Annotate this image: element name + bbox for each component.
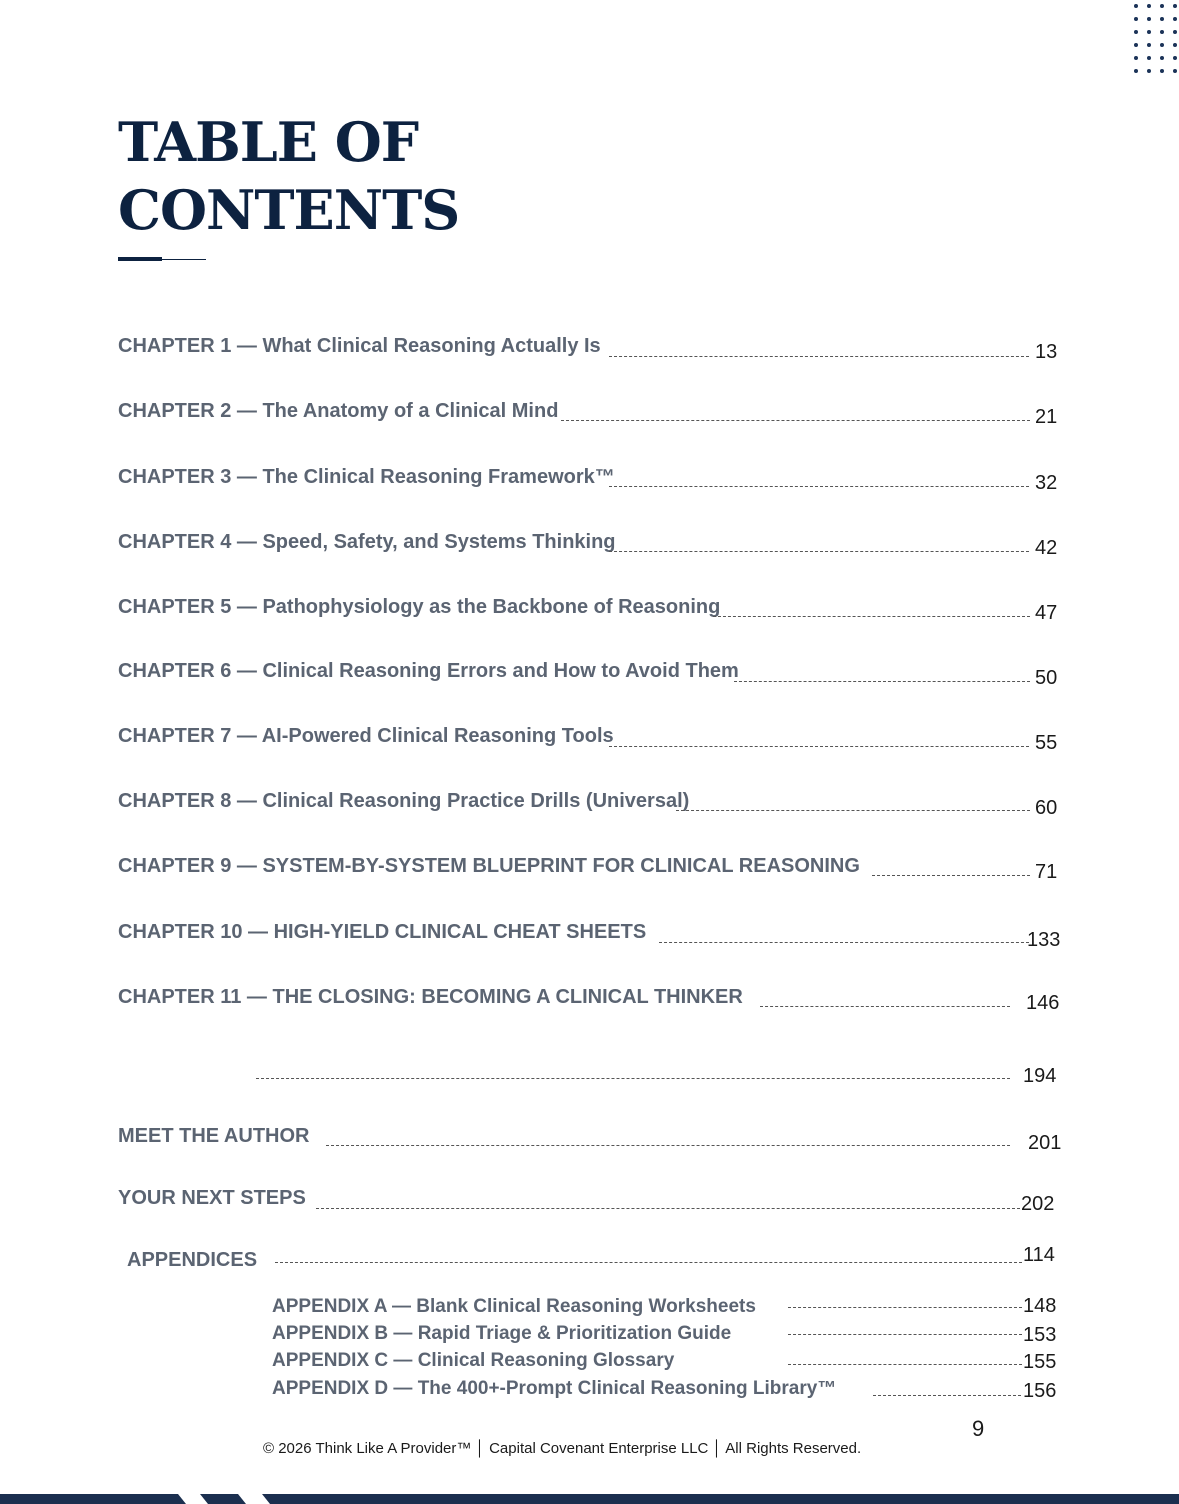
toc-leader — [609, 746, 1029, 747]
decorative-dot — [1147, 69, 1151, 73]
toc-appendix-d-label[interactable]: APPENDIX D — The 400+-Prompt Clinical Reasoning Library™ — [272, 1378, 837, 1399]
toc-appendices-page[interactable]: 114 — [1023, 1244, 1055, 1266]
decorative-dot — [1173, 4, 1177, 8]
decorative-dot — [1173, 43, 1177, 47]
toc-leader — [788, 1307, 1022, 1308]
bottom-decorative-band — [0, 1494, 1179, 1504]
toc-appendix-a-label[interactable]: APPENDIX A — Blank Clinical Reasoning Worksheets — [272, 1296, 756, 1317]
toc-leader — [316, 1208, 1020, 1209]
toc-meet-author-label[interactable]: MEET THE AUTHOR — [118, 1125, 310, 1147]
toc-leader — [872, 875, 1030, 876]
toc-unlabeled-page[interactable]: 194 — [1023, 1065, 1057, 1087]
toc-leader — [713, 616, 1030, 617]
decorative-dot — [1134, 4, 1138, 8]
toc-chapter-1-page[interactable]: 13 — [1035, 341, 1058, 363]
decorative-dot — [1173, 17, 1177, 21]
toc-leader — [659, 942, 1029, 943]
decorative-dot — [1147, 56, 1151, 60]
toc-leader — [734, 681, 1030, 682]
decorative-dot — [1160, 56, 1164, 60]
toc-chapter-2-page[interactable]: 21 — [1035, 406, 1058, 428]
toc-chapter-10-label[interactable]: CHAPTER 10 — HIGH-YIELD CLINICAL CHEAT SHEETS — [118, 921, 647, 943]
toc-chapter-11-label[interactable]: CHAPTER 11 — THE CLOSING: BECOMING A CLINICAL THINKER — [118, 986, 743, 1008]
toc-chapter-5-page[interactable]: 47 — [1035, 602, 1058, 624]
toc-leader — [256, 1078, 1010, 1079]
toc-leader — [609, 356, 1029, 357]
toc-appendix-b-page[interactable]: 153 — [1023, 1324, 1057, 1346]
decorative-dot — [1147, 43, 1151, 47]
toc-chapter-9-label[interactable]: CHAPTER 9 — SYSTEM-BY-SYSTEM BLUEPRINT FOR CLINICAL REASONING — [118, 855, 860, 877]
toc-leader — [760, 1006, 1010, 1007]
decorative-dot — [1134, 30, 1138, 34]
decorative-dot-grid — [1134, 4, 1179, 80]
decorative-dot — [1147, 17, 1151, 21]
toc-chapter-7-label[interactable]: CHAPTER 7 — AI-Powered Clinical Reasoning Tools — [118, 725, 614, 747]
toc-appendix-c-page[interactable]: 155 — [1023, 1351, 1057, 1373]
toc-meet-author-page[interactable]: 201 — [1028, 1132, 1062, 1154]
title-underline — [118, 257, 206, 261]
toc-leader — [609, 551, 1029, 552]
decorative-dot — [1160, 69, 1164, 73]
decorative-dot — [1160, 30, 1164, 34]
page-title — [118, 108, 459, 244]
toc-chapter-6-page[interactable]: 50 — [1035, 667, 1058, 689]
toc-chapter-9-page[interactable]: 71 — [1035, 861, 1058, 883]
toc-leader — [275, 1262, 1022, 1263]
toc-chapter-5-label[interactable]: CHAPTER 5 — Pathophysiology as the Backbone of Reasoning — [118, 596, 721, 618]
toc-appendix-c-label[interactable]: APPENDIX C — Clinical Reasoning Glossary — [272, 1350, 675, 1371]
toc-chapter-6-label[interactable]: CHAPTER 6 — Clinical Reasoning Errors and How to Avoid Them — [118, 660, 739, 682]
title-line-2: CONTENTS — [118, 178, 460, 242]
toc-leader — [788, 1364, 1022, 1365]
footer-copyright: © 2026 Think Like A Provider™ │ Capital Covenant Enterprise LLC │ All Rights Reserved. — [263, 1440, 862, 1457]
toc-leader — [561, 420, 1030, 421]
toc-chapter-1-label[interactable]: CHAPTER 1 — What Clinical Reasoning Actually Is — [118, 335, 601, 357]
decorative-dot — [1134, 17, 1138, 21]
toc-leader — [326, 1145, 1010, 1146]
decorative-dot — [1147, 4, 1151, 8]
decorative-dot — [1160, 4, 1164, 8]
toc-chapter-7-page[interactable]: 55 — [1035, 732, 1058, 754]
toc-chapter-10-page[interactable]: 133 — [1027, 929, 1061, 951]
toc-chapter-2-label[interactable]: CHAPTER 2 — The Anatomy of a Clinical Mind — [118, 400, 559, 422]
decorative-dot — [1160, 17, 1164, 21]
decorative-dot — [1134, 69, 1138, 73]
toc-next-steps-label[interactable]: YOUR NEXT STEPS — [118, 1187, 306, 1209]
toc-appendix-b-label[interactable]: APPENDIX B — Rapid Triage & Prioritization Guide — [272, 1323, 732, 1344]
decorative-dot — [1134, 43, 1138, 47]
toc-chapter-8-label[interactable]: CHAPTER 8 — Clinical Reasoning Practice Drills (Universal) — [118, 790, 690, 812]
decorative-dot — [1147, 30, 1151, 34]
decorative-dot — [1173, 69, 1177, 73]
toc-chapter-3-page[interactable]: 32 — [1035, 472, 1058, 494]
toc-leader — [873, 1395, 1021, 1396]
decorative-dot — [1173, 30, 1177, 34]
toc-appendix-a-page[interactable]: 148 — [1023, 1295, 1057, 1317]
title-line-1: TABLE OF — [118, 110, 419, 174]
page-number: 9 — [972, 1416, 985, 1441]
toc-chapter-11-page[interactable]: 146 — [1026, 992, 1060, 1014]
decorative-dot — [1173, 56, 1177, 60]
toc-next-steps-page[interactable]: 202 — [1021, 1193, 1055, 1215]
decorative-dot — [1160, 43, 1164, 47]
toc-chapter-8-page[interactable]: 60 — [1035, 797, 1058, 819]
toc-chapter-3-label[interactable]: CHAPTER 3 — The Clinical Reasoning Framework™ — [118, 466, 615, 488]
toc-appendices-label[interactable]: APPENDICES — [127, 1249, 258, 1271]
toc-leader — [788, 1334, 1022, 1335]
decorative-dot — [1134, 56, 1138, 60]
toc-chapter-4-label[interactable]: CHAPTER 4 — Speed, Safety, and Systems Thinking — [118, 531, 616, 553]
toc-appendix-d-page[interactable]: 156 — [1023, 1380, 1057, 1402]
toc-leader — [676, 810, 1030, 811]
toc-leader — [609, 486, 1029, 487]
toc-chapter-4-page[interactable]: 42 — [1035, 537, 1058, 559]
